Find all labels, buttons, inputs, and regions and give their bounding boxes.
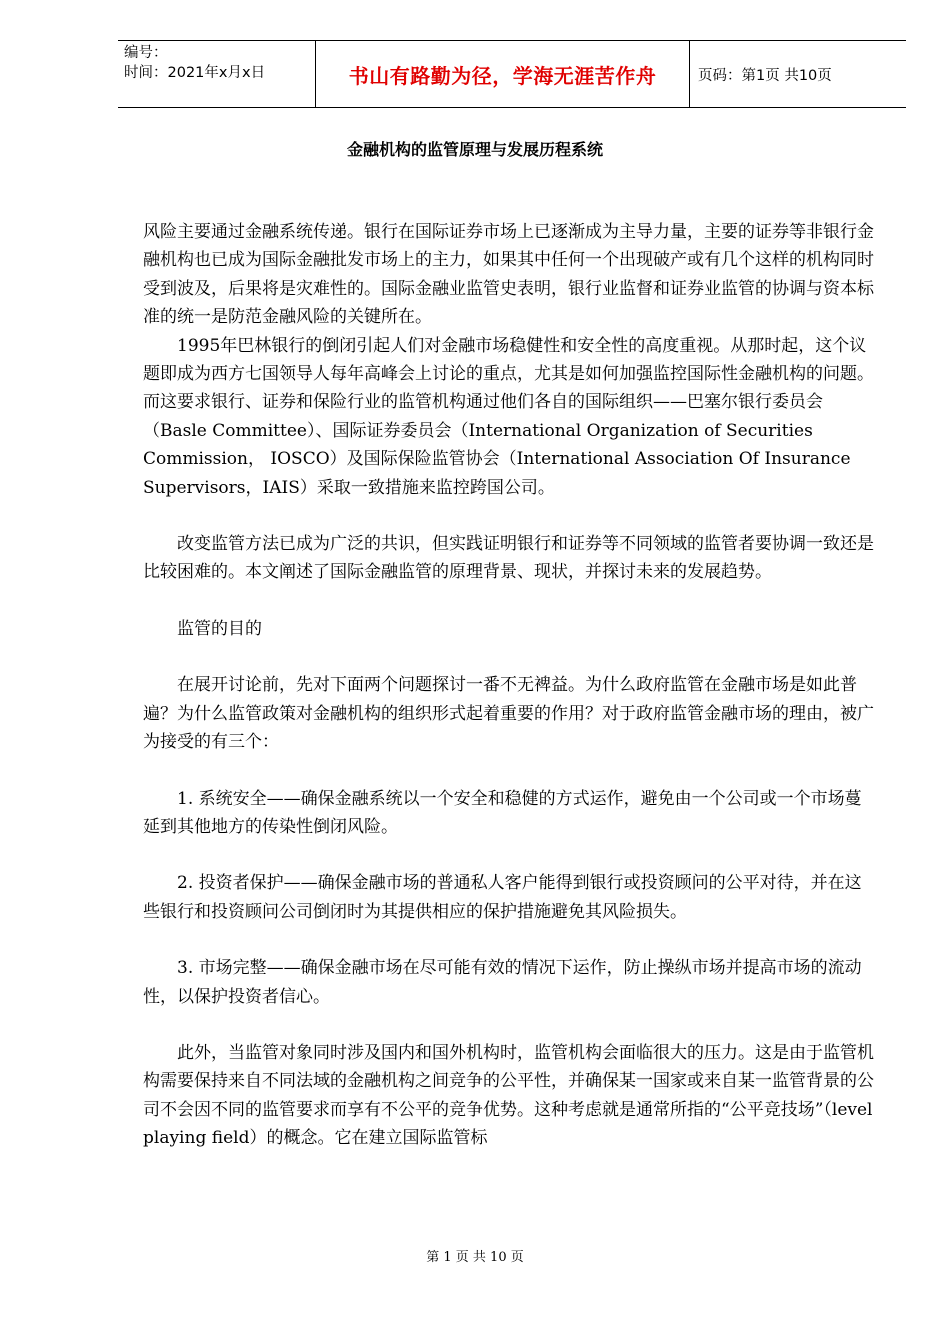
header-motto: 书山有路勤为径，学海无涯苦作舟	[315, 41, 690, 107]
page-header	[118, 40, 906, 108]
list-item: 1. 系统安全——确保金融系统以一个安全和稳健的方式运作，避免由一个公司或一个市场蔓延到其他地方的传染性倒闭风险。	[143, 788, 862, 837]
document-title: 金融机构的监管原理与发展历程系统	[346, 140, 603, 159]
paragraph: 在展开讨论前，先对下面两个问题探讨一番不无裨益。为什么政府监管在金融市场是如此普遍？为什么监管政策对金融机构的组织形式起着重要的作用？对于政府监管金融市场的理由，被广为接受的有三个：	[143, 675, 874, 753]
paragraph: 风险主要通过金融系统传递。银行在国际证券市场上已逐渐成为主导力量，主要的证券等非银行金融机构也已成为国际金融批发市场上的主力，如果其中任何一个出现破产或有几个这样的机构同时受到波及，后果将是灾难性的。国际金融业监管史表明，银行业监督和证券业监管的协调与资本标准的统一是防范金融风险的关键所在。	[143, 222, 874, 328]
number-label: 编号：	[124, 45, 168, 61]
paragraph: 此外，当监管对象同时涉及国内和国外机构时，监管机构会面临很大的压力。这是由于监管机构需要保持来自不同法域的金融机构之间竞争的公平性，并确保某一国家或来自某一监管背景的公司不会因不同的监管要求而享有不公平的竞争优势。这种考虑就是通常所指的“公平竞技场”（level playing field）的概念。它在建立国际监管标	[143, 1042, 874, 1149]
paragraph: 1995年巴林银行的倒闭引起人们对金融市场稳健性和安全性的高度重视。从那时起，这个议题即成为西方七国领导人每年高峰会上讨论的重点，尤其是如何加强监控国际性金融机构的问题。而这要求银行、证券和保险行业的监管机构通过他们各自的国际组织——巴塞尔银行委员会（Basle Committee）、国际证券委员会（International Organization of Securities Commission， IOSCO）及国际保险监管协会（International Association Of Insurance Supervisors，IAIS）采取一致措施来监控跨国公司。	[143, 335, 874, 498]
section-heading: 监管的目的	[177, 618, 262, 639]
document-body	[143, 218, 878, 1153]
header-meta	[118, 41, 315, 107]
list-item: 3. 市场完整——确保金融市场在尽可能有效的情况下运作，防止操纵市场并提高市场的流动性，以保护投资者信心。	[143, 958, 862, 1007]
page-footer: 第 1 页 共 10 页	[426, 1250, 524, 1265]
header-page-code: 页码：第1页 共10页	[698, 67, 832, 84]
paragraph: 改变监管方法已成为广泛的共识，但实践证明银行和证券等不同领域的监管者要协调一致还是比较困难的。本文阐述了国际金融监管的原理背景、现状，并探讨未来的发展趋势。	[143, 534, 874, 583]
time-label: 时间：2021年x月x日	[124, 65, 266, 81]
list-item: 2. 投资者保护——确保金融市场的普通私人客户能得到银行或投资顾问的公平对待，并在这些银行和投资顾问公司倒闭时为其提供相应的保护措施避免其风险损失。	[143, 873, 862, 922]
